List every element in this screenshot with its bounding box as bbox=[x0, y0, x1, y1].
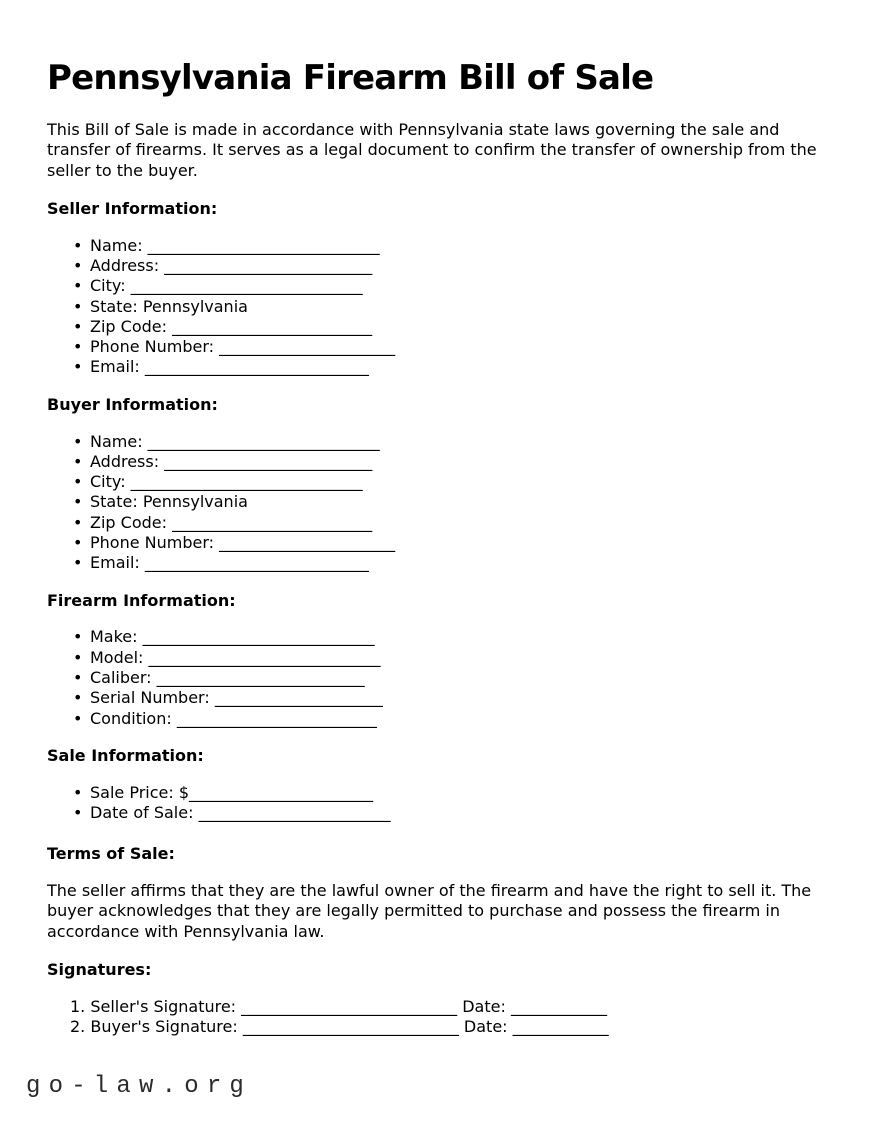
buyer-city-field: • City: _____________________________ bbox=[90, 472, 829, 492]
buyer-section-heading: Buyer Information: bbox=[47, 394, 218, 414]
buyer-info-list bbox=[47, 432, 829, 574]
firearm-caliber-field: • Caliber: __________________________ bbox=[90, 668, 829, 688]
sale-info-list bbox=[47, 783, 829, 824]
seller-email-field: • Email: ____________________________ bbox=[90, 357, 829, 377]
footer-site-name: go-law.org bbox=[26, 1073, 253, 1101]
buyer-name-field: • Name: _____________________________ bbox=[90, 432, 829, 452]
intro-paragraph: This Bill of Sale is made in accordance with Pennsylvania state laws governing the sale and transfer of firearms. It serves as a legal document to confirm the transfer of ownership from the seller to the buyer. bbox=[47, 120, 817, 180]
terms-section-heading: Terms of Sale: bbox=[47, 844, 175, 864]
sale-price-field: • Sale Price: $_______________________ bbox=[90, 783, 829, 803]
firearm-make-field: • Make: _____________________________ bbox=[90, 627, 829, 647]
buyer-phone-field: • Phone Number: ______________________ bbox=[90, 533, 829, 553]
signatures-section-heading: Signatures: bbox=[47, 960, 152, 979]
firearm-condition-field: • Condition: _________________________ bbox=[90, 709, 829, 729]
seller-signature-row: 1. Seller's Signature: ___________________________ Date: ____________ bbox=[70, 996, 607, 1016]
seller-state-field: • State: Pennsylvania bbox=[90, 297, 829, 317]
seller-name-field: • Name: _____________________________ bbox=[90, 236, 829, 256]
firearm-serial-field: • Serial Number: _____________________ bbox=[90, 688, 829, 708]
firearm-info-list bbox=[47, 627, 829, 728]
buyer-address-field: • Address: __________________________ bbox=[90, 452, 829, 472]
signatures-list bbox=[47, 997, 829, 1038]
firearm-model-field: • Model: _____________________________ bbox=[90, 648, 829, 668]
seller-zip-field: • Zip Code: _________________________ bbox=[90, 317, 829, 337]
terms-paragraph: The seller affirms that they are the lawful owner of the firearm and have the right to sell it. The buyer acknowledges that they are legally permitted to purchase and possess the firearm in accordance with Pennsylvania law. bbox=[47, 881, 812, 941]
seller-section-heading: Seller Information: bbox=[47, 198, 218, 218]
firearm-section-heading: Firearm Information: bbox=[47, 590, 236, 610]
sale-section-heading: Sale Information: bbox=[47, 745, 204, 765]
buyer-signature-row: 2. Buyer's Signature: ___________________________ Date: ____________ bbox=[70, 1017, 609, 1037]
seller-phone-field: • Phone Number: ______________________ bbox=[90, 337, 829, 357]
buyer-zip-field: • Zip Code: _________________________ bbox=[90, 513, 829, 533]
page-title: Pennsylvania Firearm Bill of Sale bbox=[47, 58, 654, 98]
seller-info-list bbox=[47, 236, 829, 378]
seller-city-field: • City: _____________________________ bbox=[90, 276, 829, 296]
buyer-state-field: • State: Pennsylvania bbox=[90, 492, 829, 512]
buyer-email-field: • Email: ____________________________ bbox=[90, 553, 829, 573]
seller-address-field: • Address: __________________________ bbox=[90, 256, 829, 276]
sale-date-field: • Date of Sale: ________________________ bbox=[90, 803, 829, 823]
